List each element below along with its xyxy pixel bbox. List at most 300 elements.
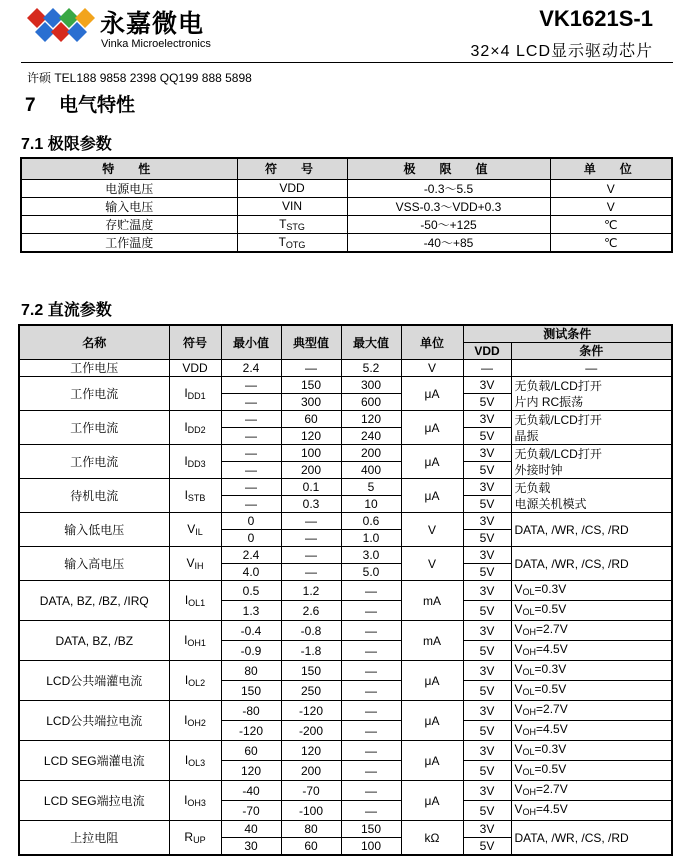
condition-value: =4.5V [536,642,568,656]
table-row [19,701,672,721]
condition: — [511,360,672,377]
table-row [19,377,672,394]
condition-subscript: OH [522,627,537,637]
typ-value: 200 [281,761,341,781]
table-row [19,781,672,801]
max-value: — [341,681,401,701]
table-row [19,741,672,761]
min-value: 120 [221,761,281,781]
abs-max-table [20,157,673,253]
condition-subscript: OL [522,687,535,697]
typ-value: — [281,547,341,564]
param-name: LCD公共端灌电流 [19,661,169,701]
typ-value: 0.1 [281,479,341,496]
symbol-base: I [184,385,188,400]
symbol-base: T [279,216,287,231]
min-value: 1.3 [221,601,281,621]
condition-value: =0.3V [534,662,567,676]
typ-value: 60 [281,411,341,428]
param-name: DATA, BZ, /BZ [19,621,169,661]
unit: mA [401,581,463,621]
typ-value: — [281,513,341,530]
unit: μA [401,445,463,479]
param-name: 工作温度 [21,234,237,253]
condition-subscript: OL [522,747,535,757]
section-heading [25,90,135,117]
typ-value: 150 [281,661,341,681]
typ-value: 0.3 [281,496,341,513]
param-name: 工作电流 [19,377,169,411]
condition-value: =0.5V [534,602,567,616]
symbol-base: I [184,453,188,468]
condition-value: =4.5V [536,722,568,736]
symbol-subscript: OH3 [187,797,206,808]
min-value: 150 [221,681,281,701]
condition: DATA, /WR, /CS, /RD [511,513,672,547]
param-name: 待机电流 [19,479,169,513]
param-symbol [169,821,221,856]
typ-value: -0.8 [281,621,341,641]
min-value: 2.4 [221,360,281,377]
max-value: 10 [341,496,401,513]
typ-value: — [281,360,341,377]
condition-value: =2.7V [536,782,568,796]
typ-value: -120 [281,701,341,721]
condition-value: =2.7V [536,622,568,636]
vdd-value: 5V [463,462,511,479]
min-value: -0.9 [221,641,281,661]
max-value: — [341,801,401,821]
min-value: — [221,496,281,513]
param-symbol [169,445,221,479]
max-value: 5 [341,479,401,496]
typ-value: 1.2 [281,581,341,601]
vdd-value: — [463,360,511,377]
condition [511,377,672,411]
vdd-value: 3V [463,479,511,496]
min-value: — [221,377,281,394]
unit: V [550,198,672,216]
col-header-max: 最大值 [341,325,401,360]
max-value: — [341,761,401,781]
col-header-condition: 条件 [511,343,672,360]
param-symbol [237,234,347,253]
param-name: 输入电压 [21,198,237,216]
condition [511,621,672,641]
condition [511,701,672,721]
max-value: 1.0 [341,530,401,547]
col-header-limit: 极 限 值 [347,158,550,180]
param-name: DATA, BZ, /BZ, /IRQ [19,581,169,621]
condition [511,761,672,781]
condition-value: =0.5V [534,682,567,696]
condition-symbol: V [514,642,523,656]
col-header-name: 名称 [19,325,169,360]
condition [511,581,672,601]
symbol-subscript: OH2 [187,717,206,728]
max-value: — [341,581,401,601]
min-value: — [221,428,281,445]
symbol-base: V [187,521,196,536]
symbol-base: I [184,792,188,807]
param-symbol [169,781,221,821]
col-header-min: 最小值 [221,325,281,360]
symbol-base: I [184,419,188,434]
typ-value: 120 [281,428,341,445]
condition-value: =4.5V [536,802,568,816]
unit: V [401,547,463,581]
vdd-value: 3V [463,411,511,428]
param-name: 存贮温度 [21,216,237,234]
vdd-value: 5V [463,801,511,821]
unit: V [550,180,672,198]
unit: μA [401,411,463,445]
vdd-value: 3V [463,377,511,394]
max-value: — [341,721,401,741]
symbol-subscript: DD3 [187,458,206,469]
table-row [19,360,672,377]
page-header [0,0,691,60]
unit: ℃ [550,216,672,234]
condition-subscript: OH [522,727,537,737]
min-value: 80 [221,661,281,681]
vdd-value: 5V [463,496,511,513]
condition-line: 无负载 [514,480,551,495]
condition-line: 片内 RC振荡 [514,394,584,409]
col-header-vdd: VDD [463,343,511,360]
condition-symbol: V [514,802,523,816]
param-symbol [169,701,221,741]
min-value: -80 [221,701,281,721]
typ-value: 80 [281,821,341,838]
min-value: — [221,462,281,479]
unit: μA [401,741,463,781]
symbol-base: I [184,592,189,607]
vdd-value: 5V [463,564,511,581]
param-symbol [169,411,221,445]
max-value: 300 [341,377,401,394]
table-row [21,180,672,198]
condition-subscript: OL [522,587,535,597]
param-name: 工作电流 [19,445,169,479]
param-symbol [169,513,221,547]
limit-value: VSS-0.3～VDD+0.3 [347,198,550,216]
vdd-value: 3V [463,781,511,801]
header-divider [21,62,673,63]
section-title: 电气特性 [59,95,136,116]
condition-value: =2.7V [536,702,568,716]
min-value: — [221,479,281,496]
param-name: LCD SEG端灌电流 [19,741,169,781]
vdd-value: 5V [463,641,511,661]
condition: DATA, /WR, /CS, /RD [511,547,672,581]
condition-symbol: V [514,662,523,676]
min-value: 40 [221,821,281,838]
unit: μA [401,781,463,821]
condition-line: 外接时钟 [514,462,563,477]
symbol-base: R [184,829,194,844]
condition-symbol: V [514,762,523,776]
vdd-value: 5V [463,394,511,411]
min-value: -120 [221,721,281,741]
symbol-base: V [186,555,195,570]
table-row [19,661,672,681]
table-header-row [19,325,672,343]
condition [511,601,672,621]
param-symbol [169,547,221,581]
param-symbol [169,621,221,661]
document-subtitle: 32×4 LCD显示驱动芯片 [470,43,653,60]
param-symbol [169,377,221,411]
typ-value: — [281,564,341,581]
condition [511,411,672,445]
symbol-subscript: DD1 [187,390,206,401]
unit: mA [401,621,463,661]
table-row [19,411,672,428]
typ-value: — [281,530,341,547]
vdd-value: 5V [463,530,511,547]
table-row [19,479,672,496]
typ-value: 60 [281,838,341,856]
max-value: — [341,641,401,661]
min-value: 0.5 [221,581,281,601]
condition-symbol: V [514,782,523,796]
vdd-value: 5V [463,601,511,621]
condition [511,721,672,741]
condition-subscript: OH [522,787,537,797]
symbol-subscript: OL3 [188,757,206,768]
col-header-symbol: 符 号 [237,158,347,180]
max-value: 240 [341,428,401,445]
max-value: — [341,601,401,621]
condition-line: 电源关机模式 [514,496,587,511]
dc-params-table [18,324,673,856]
table-header-row [21,158,672,180]
table-row [19,547,672,564]
min-value: 30 [221,838,281,856]
symbol-base: I [184,632,188,647]
vdd-value: 3V [463,621,511,641]
param-name: 上拉电阻 [19,821,169,856]
condition-value: =0.5V [534,762,567,776]
unit: ℃ [550,234,672,253]
condition-subscript: OL [522,607,535,617]
param-name: LCD公共端拉电流 [19,701,169,741]
unit: V [401,513,463,547]
vdd-value: 3V [463,661,511,681]
unit: kΩ [401,821,463,856]
condition-symbol: V [514,582,523,596]
vdd-value: 3V [463,513,511,530]
max-value: — [341,701,401,721]
dc-heading: 7.2 直流参数 [21,302,112,319]
max-value: 150 [341,821,401,838]
typ-value: 150 [281,377,341,394]
vinka-logo-icon [27,6,97,46]
symbol-base: I [184,752,189,767]
table-row [19,621,672,641]
min-value: 60 [221,741,281,761]
section-number: 7 [25,95,36,116]
max-value: — [341,661,401,681]
condition: DATA, /WR, /CS, /RD [511,821,672,856]
max-value: 200 [341,445,401,462]
max-value: 400 [341,462,401,479]
max-value: 100 [341,838,401,856]
condition [511,781,672,801]
condition [511,801,672,821]
min-value: -0.4 [221,621,281,641]
min-value: — [221,411,281,428]
max-value: — [341,781,401,801]
max-value: 0.6 [341,513,401,530]
abs-max-heading: 7.1 极限参数 [21,136,112,153]
param-name: 输入高电压 [19,547,169,581]
condition-value: =0.3V [534,582,567,596]
limit-value: -0.3～5.5 [347,180,550,198]
condition-line: 无负载/LCD打开 [514,412,602,427]
unit: μA [401,479,463,513]
symbol-subscript: UP [193,834,206,845]
min-value: -40 [221,781,281,801]
vdd-value: 5V [463,428,511,445]
brand-name-en: Vinka Microelectronics [101,38,211,50]
condition-symbol: V [514,682,523,696]
symbol-base: I [184,672,189,687]
condition [511,479,672,513]
vdd-value: 3V [463,445,511,462]
table-row [19,821,672,838]
table-row [21,198,672,216]
typ-value: 2.6 [281,601,341,621]
typ-value: 200 [281,462,341,479]
symbol-subscript: STB [187,492,206,503]
col-header-typ: 典型值 [281,325,341,360]
typ-value: -100 [281,801,341,821]
table-row [19,445,672,462]
col-header-unit: 单位 [401,325,463,360]
col-header-test-conditions: 测试条件 [463,325,672,343]
condition-symbol: V [514,722,523,736]
vdd-value: 3V [463,741,511,761]
contact-line: 许硕 TEL188 9858 2398 QQ199 888 5898 [27,71,252,85]
condition-symbol: V [514,742,523,756]
min-value: 0 [221,513,281,530]
symbol-base: VIN [281,198,302,213]
vdd-value: 3V [463,581,511,601]
param-name: 工作电压 [19,360,169,377]
min-value: — [221,394,281,411]
condition-symbol: V [514,702,523,716]
condition-line: 晶振 [514,428,539,443]
min-value: — [221,445,281,462]
table-row [21,234,672,253]
vdd-value: 3V [463,821,511,838]
min-value: 4.0 [221,564,281,581]
max-value: 120 [341,411,401,428]
param-symbol [169,581,221,621]
typ-value: -1.8 [281,641,341,661]
condition-subscript: OL [522,767,535,777]
unit: V [401,360,463,377]
typ-value: -70 [281,781,341,801]
vdd-value: 5V [463,681,511,701]
param-symbol: VDD [169,360,221,377]
param-name: 工作电流 [19,411,169,445]
symbol-base: I [184,487,188,502]
symbol-subscript: IH [194,560,204,571]
symbol-subscript: DD2 [187,424,206,435]
table-row [19,581,672,601]
condition-line: 无负载/LCD打开 [514,378,602,393]
table-row [19,513,672,530]
max-value: 3.0 [341,547,401,564]
max-value: 600 [341,394,401,411]
max-value: — [341,741,401,761]
col-header-param: 特 性 [21,158,237,180]
typ-value: 100 [281,445,341,462]
max-value: — [341,621,401,641]
limit-value: -40～+85 [347,234,550,253]
param-name: 输入低电压 [19,513,169,547]
symbol-base: I [184,712,188,727]
condition [511,661,672,681]
vdd-value: 3V [463,547,511,564]
param-symbol [237,198,347,216]
condition [511,445,672,479]
symbol-subscript: OL1 [188,597,206,608]
param-name: LCD SEG端拉电流 [19,781,169,821]
condition-line: 无负载/LCD打开 [514,446,602,461]
min-value: 0 [221,530,281,547]
unit: μA [401,377,463,411]
vdd-value: 5V [463,721,511,741]
condition-symbol: V [514,602,523,616]
unit: μA [401,661,463,701]
symbol-base: VDD [279,180,305,195]
condition-symbol: V [514,622,523,636]
symbol-subscript: OL2 [188,677,206,688]
symbol-subscript: IL [195,526,203,537]
vdd-value: 3V [463,701,511,721]
symbol-subscript: OTG [285,239,306,250]
vdd-value: 5V [463,838,511,856]
condition-subscript: OL [522,667,535,677]
param-name: 电源电压 [21,180,237,198]
condition-subscript: OH [522,807,537,817]
vdd-value: 5V [463,761,511,781]
min-value: -70 [221,801,281,821]
condition [511,741,672,761]
model-number: VK1621S-1 [539,6,653,31]
condition [511,641,672,661]
typ-value: 250 [281,681,341,701]
condition-subscript: OH [522,707,537,717]
max-value: 5.2 [341,360,401,377]
min-value: 2.4 [221,547,281,564]
param-symbol [237,216,347,234]
typ-value: -200 [281,721,341,741]
limit-value: -50～+125 [347,216,550,234]
symbol-subscript: OH1 [187,637,206,648]
symbol-subscript: STG [286,221,305,232]
param-symbol [169,479,221,513]
typ-value: 300 [281,394,341,411]
condition-subscript: OH [522,647,537,657]
condition-value: =0.3V [534,742,567,756]
typ-value: 120 [281,741,341,761]
condition [511,681,672,701]
